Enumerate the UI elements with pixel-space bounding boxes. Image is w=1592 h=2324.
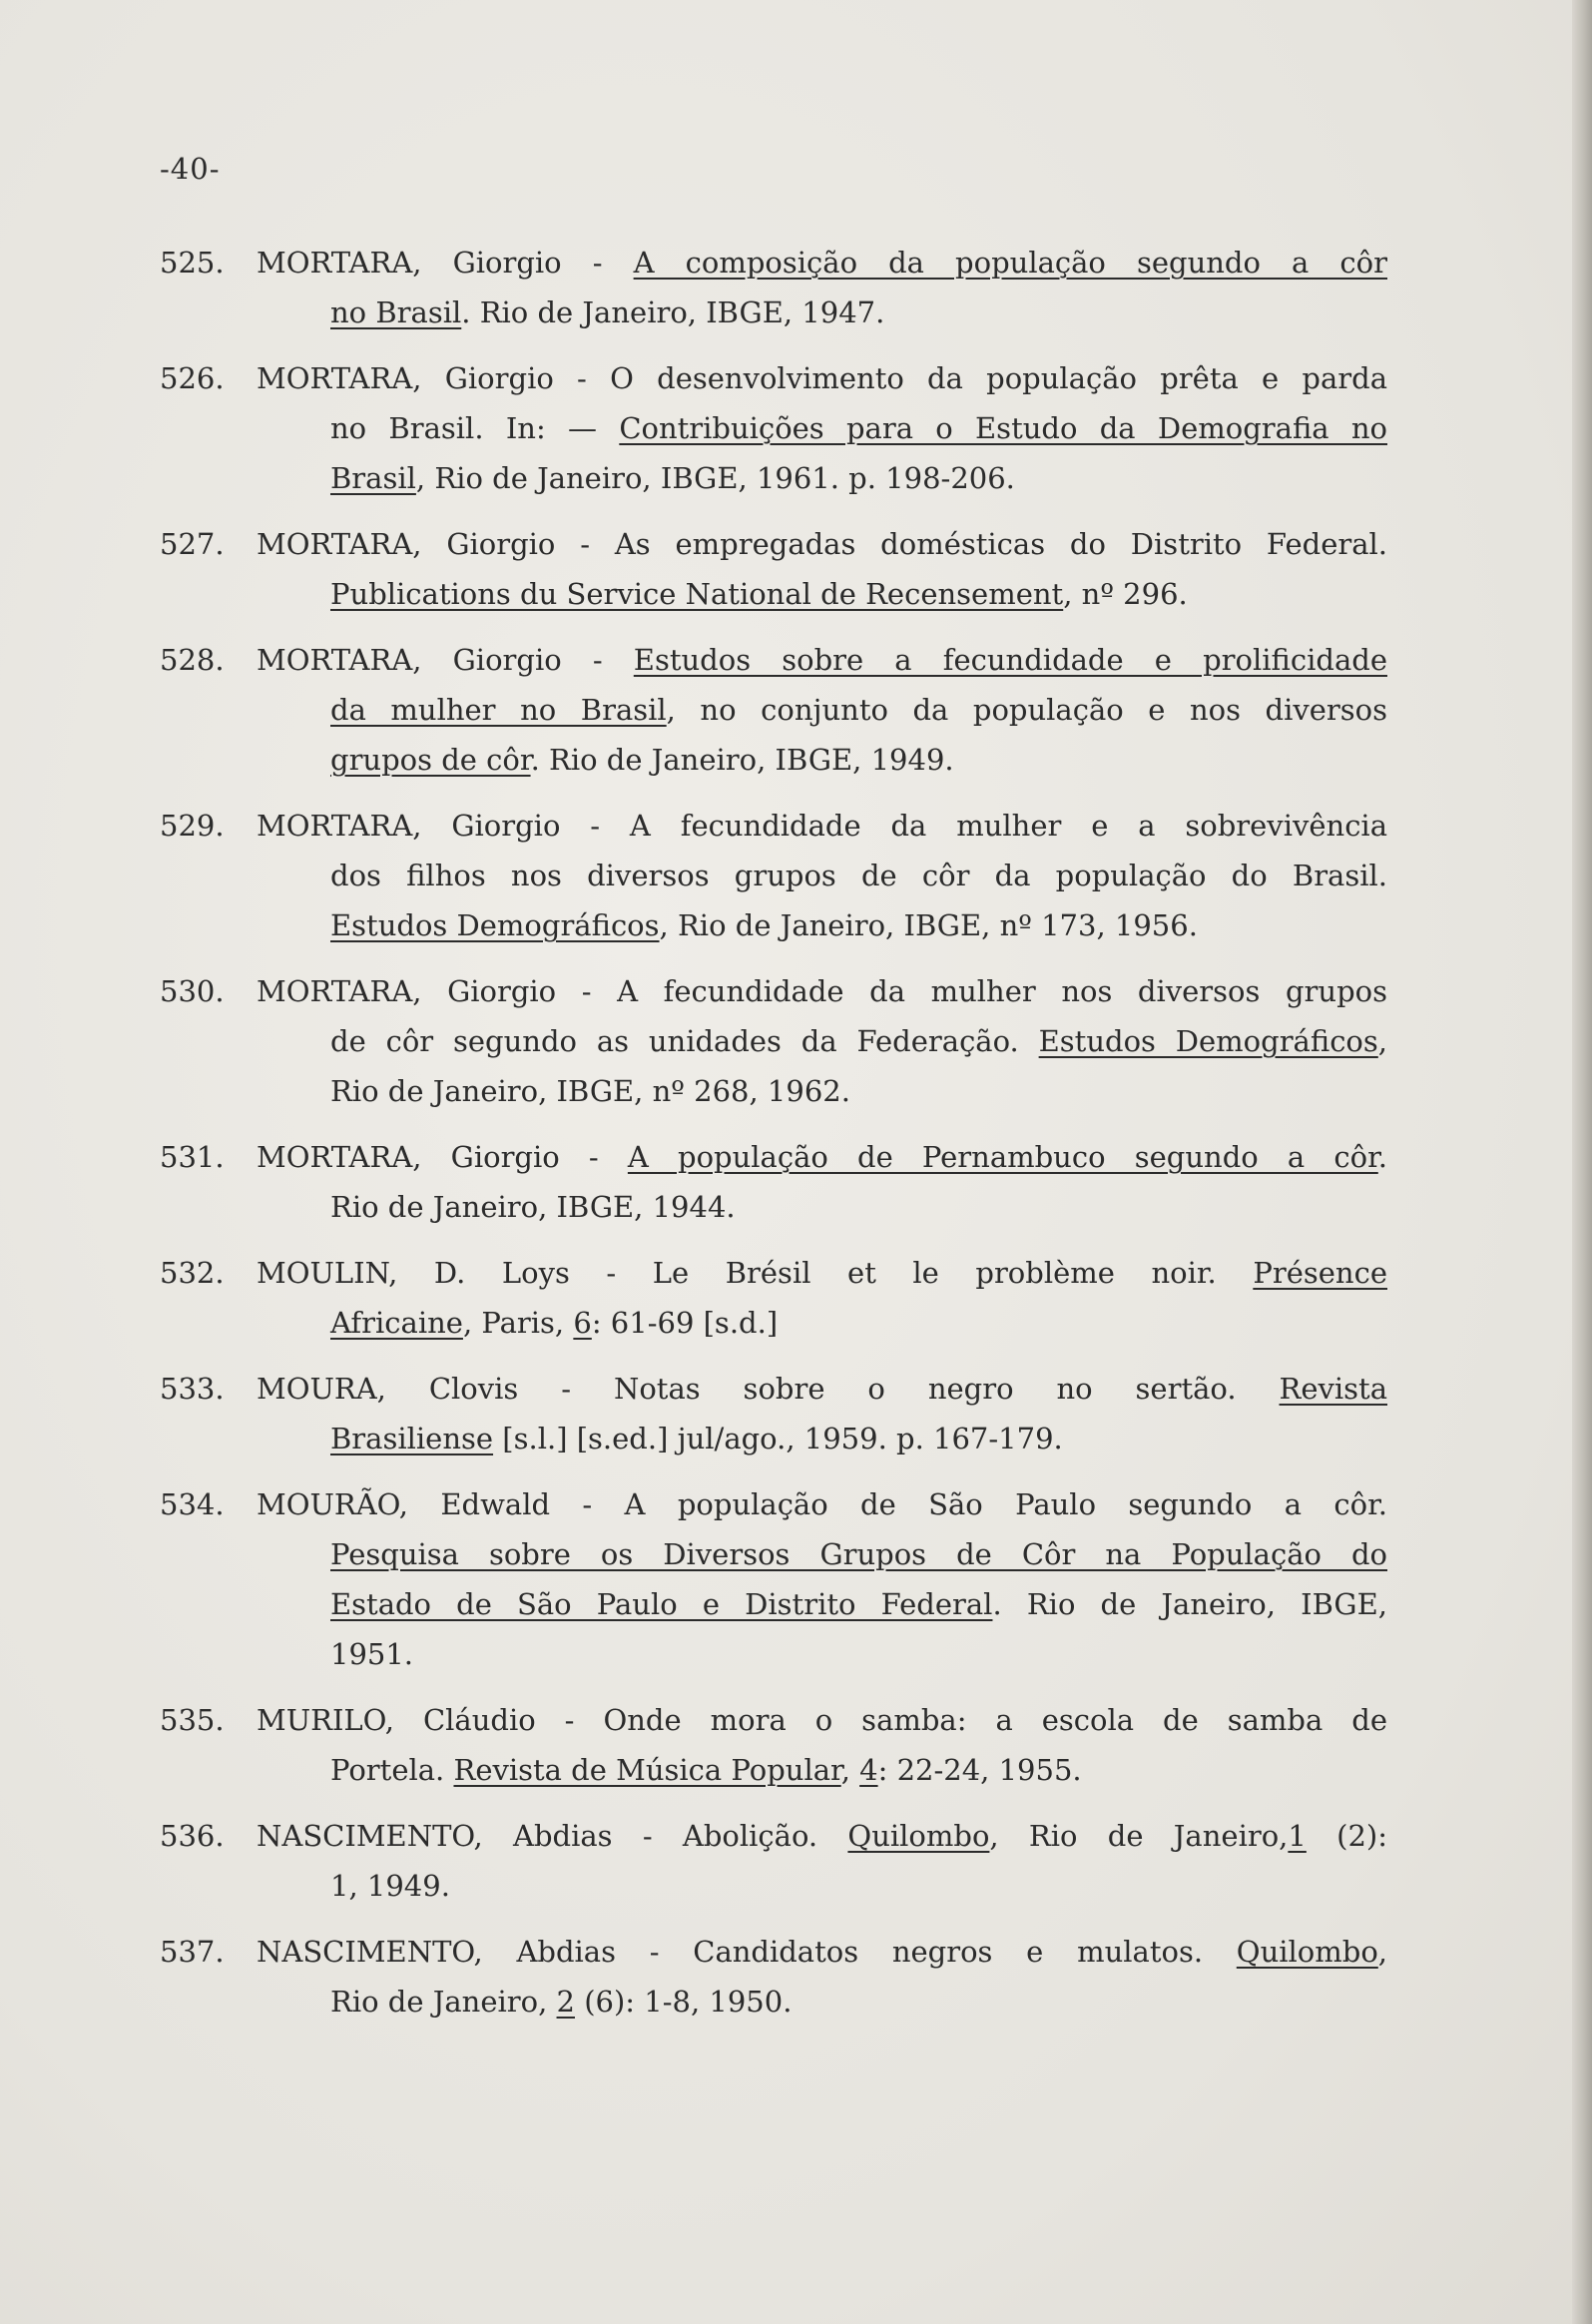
entry-text: MORTARA, Giorgio -	[257, 643, 634, 677]
entry-text: Rio de Janeiro,	[330, 1985, 557, 2019]
entry-first-line	[160, 519, 1387, 569]
entry-number: 535.	[160, 1703, 225, 1737]
entry-continuation-line	[160, 851, 1387, 900]
bibliography-entry	[160, 519, 1387, 619]
entry-title-text: A população de Pernambuco segundo a côr	[627, 1140, 1378, 1174]
entry-text: MORTARA, Giorgio - As empregadas domésticas do Distrito Federal.	[257, 527, 1387, 561]
entry-number: 534.	[160, 1487, 225, 1521]
entry-title-text: grupos de côr	[330, 743, 531, 777]
bibliography-entry	[160, 1479, 1387, 1679]
entry-continuation-line	[160, 569, 1387, 619]
entry-text: : 61-69 [s.d.]	[591, 1306, 779, 1340]
entry-continuation-line	[160, 735, 1387, 785]
bibliography-entry	[160, 801, 1387, 950]
page-edge-shadow	[1572, 0, 1592, 2324]
entry-text: Rio de Janeiro, IBGE, nº 268, 1962.	[330, 1074, 850, 1108]
bibliography-entry	[160, 238, 1387, 337]
entry-text: Portela.	[330, 1753, 454, 1787]
entry-number: 528.	[160, 643, 225, 677]
bibliography-entry	[160, 1811, 1387, 1911]
entry-text: , Rio de Janeiro, IBGE, nº 173, 1956.	[659, 908, 1198, 942]
entry-title-text: Estado de São Paulo e Distrito Federal	[330, 1587, 993, 1621]
entry-text: .	[1377, 1140, 1387, 1174]
entry-text: . Rio de Janeiro, IBGE, 1949.	[530, 743, 954, 777]
entry-text: , Rio de Janeiro,	[989, 1819, 1289, 1853]
entry-title-text: Pesquisa sobre os Diversos Grupos de Côr na População do	[330, 1537, 1387, 1571]
entry-continuation-line	[160, 1977, 1387, 2027]
entry-number: 525.	[160, 246, 225, 280]
entry-title-text: Brasiliense	[330, 1422, 494, 1455]
entry-title-text: Contribuições para o Estudo da Demografia no	[619, 411, 1387, 445]
entry-continuation-line	[160, 1182, 1387, 1232]
entry-title-text: Quilombo	[847, 1819, 990, 1853]
entry-text: 1951.	[330, 1637, 414, 1671]
entry-title-text: Quilombo	[1236, 1935, 1378, 1969]
entry-number: 537.	[160, 1935, 225, 1969]
entry-first-line	[160, 353, 1387, 403]
entry-first-line	[160, 1248, 1387, 1298]
entry-number: 526.	[160, 361, 225, 395]
entry-text: Rio de Janeiro, IBGE, 1944.	[330, 1190, 736, 1224]
entry-title-text: 6	[573, 1306, 592, 1340]
entry-continuation-line	[160, 1629, 1387, 1679]
bibliography-entry	[160, 966, 1387, 1116]
entry-continuation-line	[160, 1016, 1387, 1066]
entry-number: 529.	[160, 809, 225, 843]
entry-text: MORTARA, Giorgio -	[257, 246, 634, 280]
entry-continuation-line	[160, 900, 1387, 950]
entry-text: MORTARA, Giorgio - A fecundidade da mulher e a sobrevivência	[257, 809, 1387, 843]
entry-first-line	[160, 966, 1387, 1016]
entry-number: 527.	[160, 527, 225, 561]
entry-text: . Rio de Janeiro, IBGE, 1947.	[461, 295, 885, 329]
entry-text: MORTARA, Giorgio - O desenvolvimento da população prêta e parda	[257, 361, 1387, 395]
entry-text: de côr segundo as unidades da Federação.	[330, 1024, 1039, 1058]
entry-first-line	[160, 1927, 1387, 1977]
bibliography-entry	[160, 1364, 1387, 1463]
entry-title-text: 4	[859, 1753, 878, 1787]
entry-text: [s.l.] [s.ed.] jul/ago., 1959. p. 167-179.	[493, 1422, 1063, 1455]
entry-text: dos filhos nos diversos grupos de côr da população do Brasil.	[330, 859, 1387, 892]
entry-first-line	[160, 1364, 1387, 1414]
bibliography-list	[160, 238, 1387, 2042]
entry-text: (6): 1-8, 1950.	[574, 1985, 793, 2019]
entry-continuation-line	[160, 1745, 1387, 1795]
entry-text: , Paris,	[462, 1306, 574, 1340]
entry-text: no Brasil. In: —	[330, 411, 620, 445]
entry-first-line	[160, 1811, 1387, 1861]
entry-title-text: 2	[556, 1985, 575, 2019]
entry-text: NASCIMENTO, Abdias - Candidatos negros e mulatos.	[257, 1935, 1237, 1969]
entry-text: , Rio de Janeiro, IBGE, 1961. p. 198-206.	[415, 461, 1015, 495]
entry-text: MORTARA, Giorgio -	[257, 1140, 628, 1174]
entry-text: , no conjunto da população e nos diversos	[666, 693, 1387, 727]
entry-title-text: Africaine	[330, 1306, 463, 1340]
entry-text: MOULIN, D. Loys - Le Brésil et le problème noir.	[257, 1256, 1254, 1290]
entry-title-text: da mulher no Brasil	[330, 693, 667, 727]
bibliography-entry	[160, 635, 1387, 785]
entry-first-line	[160, 1695, 1387, 1745]
entry-text: MOURÃO, Edwald - A população de São Paulo segundo a côr.	[257, 1487, 1387, 1521]
entry-first-line	[160, 801, 1387, 851]
entry-title-text: no Brasil	[330, 295, 462, 329]
entry-continuation-line	[160, 1861, 1387, 1911]
entry-title-text: 1	[1288, 1819, 1307, 1853]
entry-title-text: Estudos Demográficos	[330, 908, 660, 942]
entry-continuation-line	[160, 1066, 1387, 1116]
entry-title-text: Revista de Música Popular	[453, 1753, 841, 1787]
entry-title-text: Brasil	[330, 461, 416, 495]
entry-number: 532.	[160, 1256, 225, 1290]
bibliography-entry	[160, 1248, 1387, 1348]
entry-text: 1, 1949.	[330, 1869, 450, 1903]
entry-title-text: Revista	[1279, 1372, 1387, 1406]
entry-number: 533.	[160, 1372, 225, 1406]
entry-text: ,	[1377, 1024, 1387, 1058]
entry-text: : 22-24, 1955.	[877, 1753, 1082, 1787]
entry-text: MURILO, Cláudio - Onde mora o samba: a escola de samba de	[257, 1703, 1387, 1737]
entry-number: 536.	[160, 1819, 225, 1853]
entry-text: NASCIMENTO, Abdias - Abolição.	[257, 1819, 848, 1853]
entry-continuation-line	[160, 288, 1387, 337]
entry-text: MORTARA, Giorgio - A fecundidade da mulher nos diversos grupos	[257, 974, 1387, 1008]
entry-continuation-line	[160, 403, 1387, 453]
entry-text: . Rio de Janeiro, IBGE,	[992, 1587, 1387, 1621]
entry-continuation-line	[160, 685, 1387, 735]
entry-first-line	[160, 238, 1387, 288]
page-number: -40-	[160, 152, 221, 186]
entry-title-text: Publications du Service National de Recensement	[330, 577, 1064, 611]
entry-first-line	[160, 635, 1387, 685]
entry-title-text: A composição da população segundo a côr	[633, 246, 1387, 280]
bibliography-entry	[160, 353, 1387, 503]
entry-title-text: Estudos sobre a fecundidade e prolificidade	[633, 643, 1387, 677]
entry-continuation-line	[160, 453, 1387, 503]
entry-first-line	[160, 1132, 1387, 1182]
entry-number: 531.	[160, 1140, 225, 1174]
bibliography-entry	[160, 1927, 1387, 2027]
bibliography-entry	[160, 1695, 1387, 1795]
entry-title-text: Présence	[1253, 1256, 1387, 1290]
entry-text: ,	[1377, 1935, 1387, 1969]
entry-first-line	[160, 1479, 1387, 1529]
entry-continuation-line	[160, 1298, 1387, 1348]
entry-continuation-line	[160, 1414, 1387, 1463]
entry-number: 530.	[160, 974, 225, 1008]
entry-text: , nº 296.	[1063, 577, 1188, 611]
entry-continuation-line	[160, 1579, 1387, 1629]
entry-text: (2):	[1306, 1819, 1387, 1853]
entry-continuation-line	[160, 1529, 1387, 1579]
bibliography-entry	[160, 1132, 1387, 1232]
entry-text: MOURA, Clovis - Notas sobre o negro no sertão.	[257, 1372, 1280, 1406]
entry-title-text: Estudos Demográficos	[1038, 1024, 1378, 1058]
entry-text: ,	[840, 1753, 860, 1787]
